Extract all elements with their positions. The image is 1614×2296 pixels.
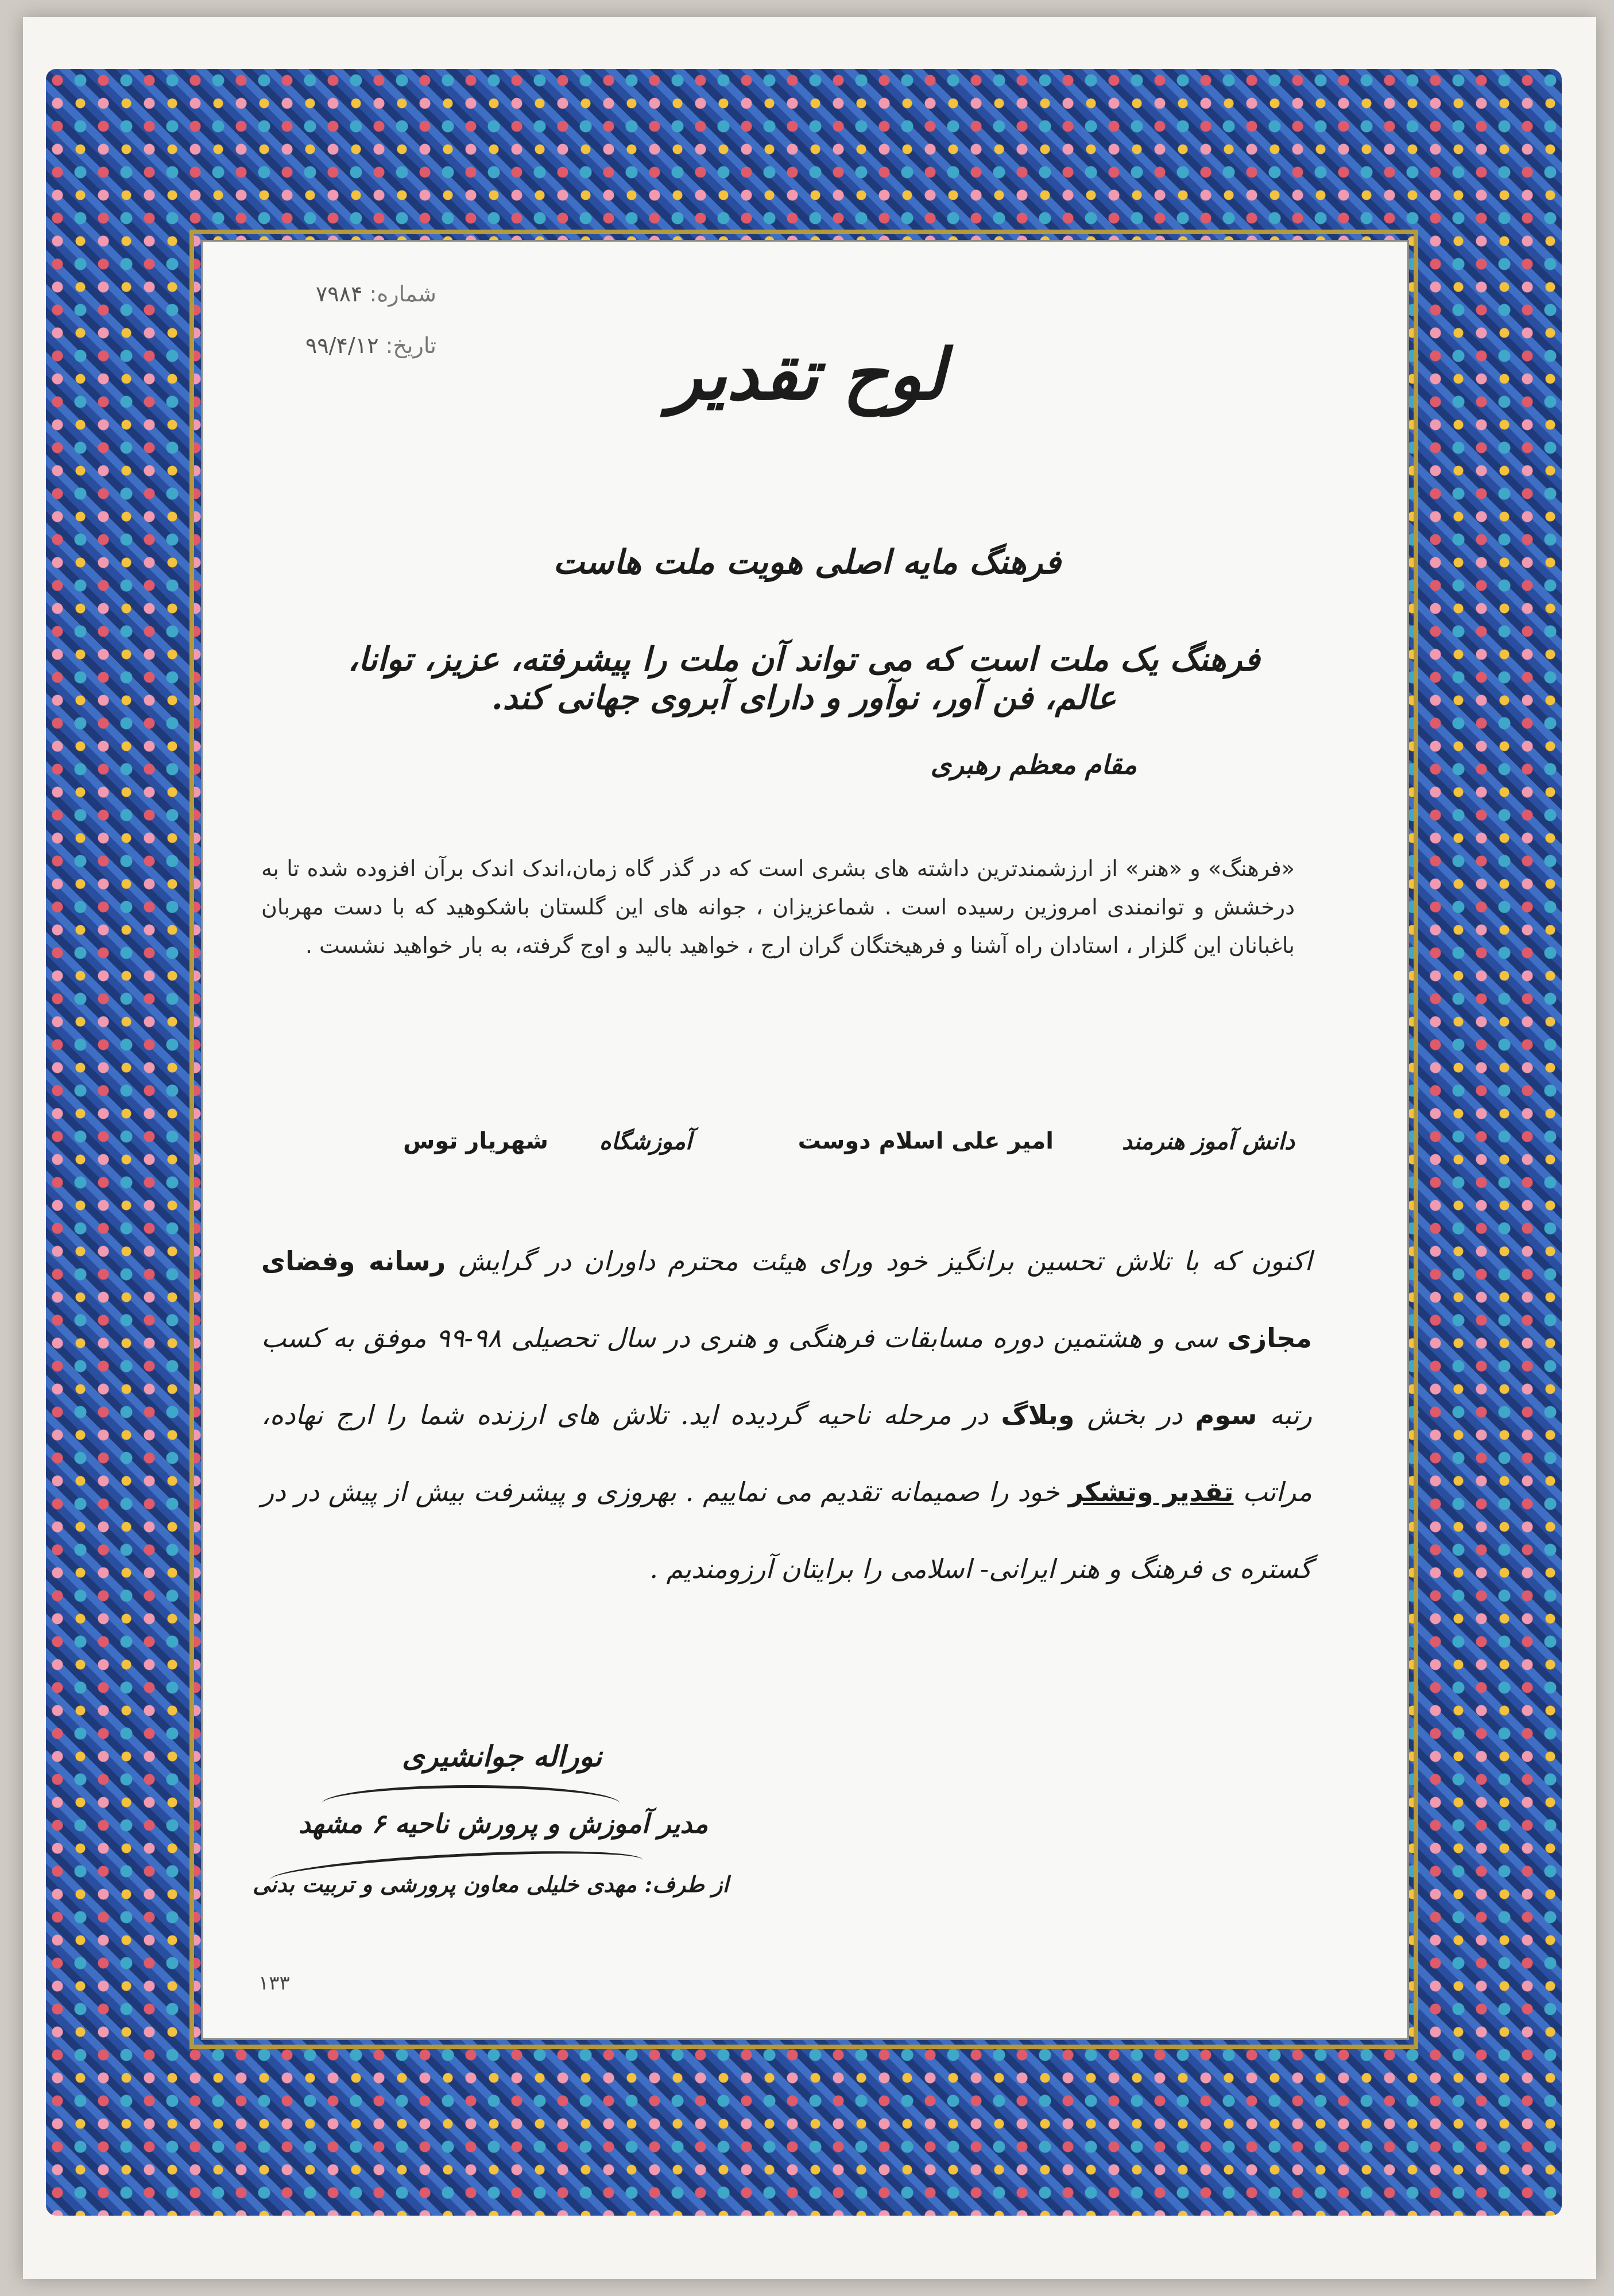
body-text-3: در بخش	[1087, 1399, 1183, 1430]
number-value: ۷۹۸۴	[315, 281, 363, 307]
section-name: وبلاگ	[1001, 1399, 1075, 1430]
certificate-title: لوح تقدیر	[668, 333, 946, 416]
body-text-5: خود را صمیمانه تقدیم می نماییم . بهروزی و پیشرفت بیش از پیش در در گستره ی فرهنگ و هنر ایرانی- اسلامی را برایتان آرزومندیم .	[261, 1476, 1312, 1584]
number-label: شماره:	[369, 281, 436, 307]
certificate-number	[253, 281, 436, 307]
body-text-1: اکنون که با تلاش تحسین برانگیز خود ورای هیئت محترم داوران در گرایش	[458, 1246, 1312, 1277]
field-name: رسانه وفضای مجازی	[261, 1246, 1312, 1353]
motto: فرهنگ مایه اصلی هویت ملت هاست	[553, 542, 1061, 581]
body-text-4: در مرحله ناحیه گردیده اید. تلاش های ارزنده شما را ارج نهاده، مراتب	[261, 1399, 1312, 1507]
intro-paragraph: «فرهنگ» و «هنر» از ارزشمندترین داشته های بشری است که در گذر گاه زمان،اندک اندک برآن افزوده شده تا به درخشش و توانمندی امروزین رسیده است . شماعزیزان ، جوانه های این گلستان باشکوهید که با دست مهربان باغبانان این گلزار ، استادان راه آشنا و فرهیختگان گران ارج ، خواهید بالید و اوج گرفته، به بار خواهید نشست .	[261, 856, 1295, 958]
quote-attribution: مقام معظم رهبری	[930, 749, 1137, 780]
handwritten-body	[261, 1223, 1312, 1607]
date-label: تاریخ:	[385, 333, 436, 358]
student-name: امیر علی اسلام دوست	[798, 1128, 1054, 1154]
school-name: شهریار توس	[403, 1128, 548, 1154]
page-number: ۱۳۳	[258, 1972, 290, 1995]
school-label: آموزشگاه	[599, 1128, 692, 1155]
recipient-line	[261, 1128, 1295, 1168]
signer-title: مدیر آموزش و پرورش ناحیه ۶ مشهد	[299, 1808, 709, 1839]
date-value: ۹۹/۴/۱۲	[305, 333, 379, 358]
thanks-phrase: تقدیر وتشکر	[1068, 1476, 1234, 1507]
signature-stroke	[322, 1785, 620, 1822]
rank: سوم	[1195, 1399, 1257, 1430]
body-text-2: سی و هشتمین دوره مسابقات فرهنگی و هنری در سال تحصیلی ۹۸-۹۹ موفق به کسب رتبه	[261, 1322, 1313, 1430]
leader-quote: فرهنگ یک ملت است که می تواند آن ملت را پیشرفته، عزیز، توانا، عالم، فن آور، نوآور و دارای آبروی جهانی کند.	[347, 640, 1260, 717]
student-label: دانش آموز هنرمند	[1121, 1128, 1295, 1155]
signer-name: نوراله جوانشیری	[402, 1739, 602, 1773]
on-behalf-line: از طرف: مهدی خلیلی معاون پرورشی و تربیت بدنی	[253, 1871, 729, 1897]
